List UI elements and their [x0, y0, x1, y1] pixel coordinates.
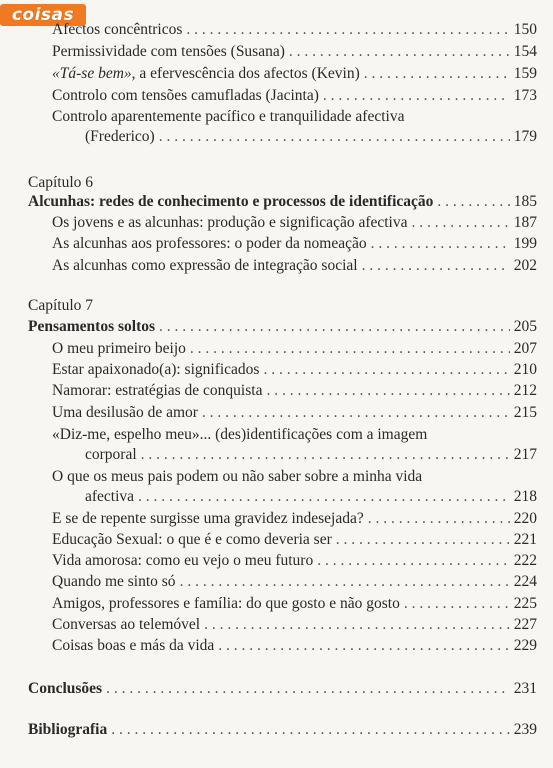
toc-entry[interactable] — [52, 594, 537, 614]
entry-title: Estar apaixonado(a): significados — [52, 361, 260, 378]
leader-dots — [437, 192, 509, 212]
chapter-entry[interactable] — [28, 317, 537, 337]
entry-page: 150 — [513, 21, 537, 38]
toc-entry[interactable] — [52, 339, 537, 359]
entry-title: Namorar: estratégias de conquista — [52, 382, 263, 399]
entry-title — [52, 64, 360, 84]
entry-title: Amigos, professores e família: do que gosto e não gosto — [52, 595, 400, 612]
leader-dots — [138, 487, 510, 507]
entry-title: Controlo com tensões camufladas (Jacinta) — [52, 87, 319, 104]
leader-dots — [266, 381, 509, 401]
toc-entry[interactable] — [52, 530, 537, 550]
leader-dots — [186, 20, 509, 40]
leader-dots — [404, 594, 510, 614]
entry-title: Educação Sexual: o que é e como deveria ser — [52, 531, 332, 548]
entry-page: 225 — [513, 595, 537, 612]
leader-dots — [323, 86, 510, 106]
entry-page: 202 — [513, 257, 537, 274]
entry-title: corporal — [85, 446, 137, 463]
entry-page: 222 — [513, 552, 537, 569]
leader-dots — [141, 445, 510, 465]
entry-page: 207 — [513, 340, 537, 357]
entry-title-line1: Controlo aparentemente pacífico e tranquilidade afectiva — [52, 108, 405, 125]
entry-title-rest: , a efervescência dos afectos (Kevin) — [131, 65, 360, 82]
entry-page: 215 — [513, 404, 537, 421]
leader-dots — [180, 572, 510, 592]
entry-page: 220 — [513, 510, 537, 527]
entry-page: 221 — [513, 531, 537, 548]
entry-title-italic: «Tá-se bem» — [52, 65, 132, 82]
leader-dots — [412, 213, 510, 233]
entry-page: 154 — [513, 43, 537, 60]
bibliography-title: Bibliografia — [28, 721, 108, 738]
entry-page: 159 — [513, 65, 537, 82]
entry-page: 217 — [513, 446, 537, 463]
entry-title: Coisas boas e más da vida — [52, 637, 215, 654]
toc-entry[interactable] — [52, 86, 537, 106]
leader-dots — [190, 339, 510, 359]
chapter-title: Pensamentos soltos — [28, 318, 156, 335]
leader-dots — [371, 234, 510, 254]
leader-dots — [106, 679, 510, 699]
toc-entry[interactable] — [52, 509, 537, 529]
toc-entry[interactable] — [85, 445, 537, 465]
leader-dots — [159, 317, 510, 337]
entry-title: E se de repente surgisse uma gravidez indesejada? — [52, 510, 364, 527]
leader-dots — [159, 127, 510, 147]
toc-entry[interactable] — [52, 234, 537, 254]
entry-title: As alcunhas como expressão de integração social — [52, 257, 358, 274]
leader-dots — [263, 360, 509, 380]
entry-page: 224 — [513, 573, 537, 590]
toc-entry[interactable] — [52, 64, 537, 84]
chapter-label: Capítulo 6 — [28, 174, 94, 191]
entry-page: 218 — [513, 488, 537, 505]
entry-title: afectiva — [85, 488, 135, 505]
toc-entry[interactable] — [52, 403, 537, 423]
toc-entry[interactable] — [52, 360, 537, 380]
toc-entry[interactable] — [52, 572, 537, 592]
leader-dots — [368, 509, 510, 529]
toc-entry[interactable] — [85, 487, 537, 507]
entry-title: (Frederico) — [85, 128, 155, 145]
entry-title: Os jovens e as alcunhas: produção e significação afectiva — [52, 214, 408, 231]
leader-dots — [111, 720, 510, 740]
chapter-entry[interactable] — [28, 192, 537, 212]
entry-page: 199 — [513, 235, 537, 252]
entry-page: 210 — [513, 361, 537, 378]
entry-title: Permissividade com tensões (Susana) — [52, 43, 285, 60]
entry-title-line1: O que os meus pais podem ou não saber sobre a minha vida — [52, 468, 423, 485]
toc-entry[interactable] — [52, 615, 537, 635]
toc-entry[interactable] — [85, 127, 537, 147]
entry-page: 231 — [513, 680, 537, 697]
leader-dots — [317, 551, 510, 571]
entry-title-line1: «Diz-me, espelho meu»... (des)identificações com a imagem — [52, 426, 428, 443]
entry-page: 227 — [513, 616, 537, 633]
conclusions-entry[interactable] — [28, 679, 537, 699]
leader-dots — [218, 636, 509, 656]
entry-title: Uma desilusão de amor — [52, 404, 198, 421]
entry-title: Vida amorosa: como eu vejo o meu futuro — [52, 552, 314, 569]
entry-page: 187 — [513, 214, 537, 231]
leader-dots — [204, 615, 510, 635]
entry-title: Conversas ao telemóvel — [52, 616, 201, 633]
toc-entry[interactable] — [52, 20, 537, 40]
entry-page: 185 — [513, 193, 537, 210]
entry-page: 173 — [513, 87, 537, 104]
toc-entry[interactable] — [52, 636, 537, 656]
entry-title: Quando me sinto só — [52, 573, 176, 590]
entry-title: Afectos concêntricos — [52, 21, 183, 38]
toc-entry[interactable] — [52, 381, 537, 401]
leader-dots — [202, 403, 510, 423]
toc-entry[interactable] — [52, 551, 537, 571]
entry-title: O meu primeiro beijo — [52, 340, 186, 357]
leader-dots — [336, 530, 510, 550]
toc-entry[interactable] — [52, 42, 537, 62]
logo-text: coisas — [11, 5, 75, 25]
entry-page: 212 — [513, 382, 537, 399]
chapter-label: Capítulo 7 — [28, 297, 94, 314]
conclusions-title: Conclusões — [28, 680, 103, 697]
bibliography-entry[interactable] — [28, 720, 537, 740]
leader-dots — [289, 42, 510, 62]
entry-title: As alcunhas aos professores: o poder da nomeação — [52, 235, 367, 252]
chapter-title: Alcunhas: redes de conhecimento e processos de identificação — [28, 193, 434, 210]
entry-page: 205 — [513, 318, 537, 335]
leader-dots — [362, 256, 510, 276]
entry-page: 179 — [513, 128, 537, 145]
entry-page: 239 — [513, 721, 537, 738]
entry-page: 229 — [513, 637, 537, 654]
leader-dots — [364, 64, 510, 84]
toc-entry[interactable] — [52, 213, 537, 233]
toc-entry[interactable] — [52, 256, 537, 276]
